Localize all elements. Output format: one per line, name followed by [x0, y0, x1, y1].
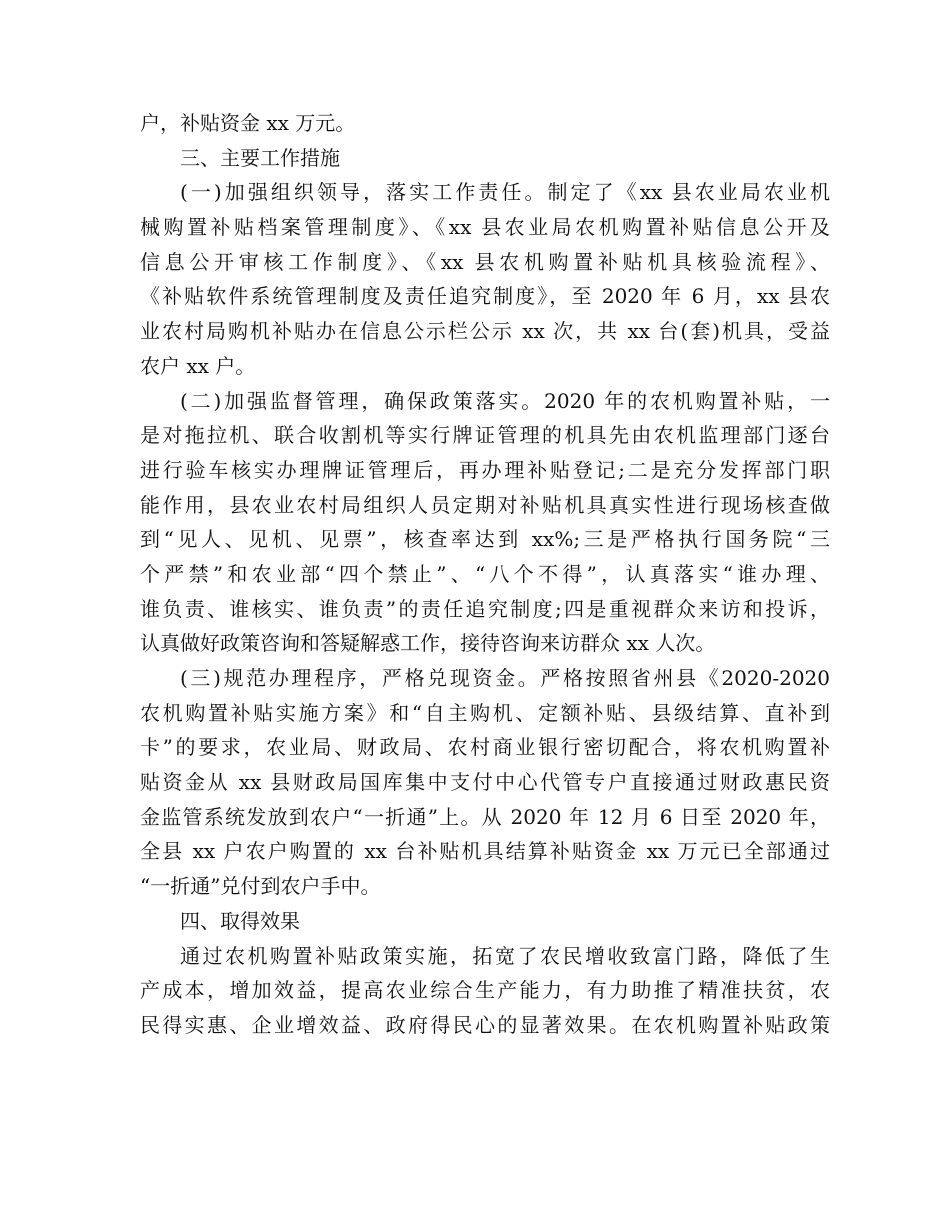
text-line: 产成本，增加效益，提高农业综合生产能力，有力助推了精准扶贫，农: [140, 978, 830, 1003]
text-line: (一)加强组织领导，落实工作责任。制定了《xx 县农业局农业机: [180, 180, 830, 205]
text-line: 三、主要工作措施: [180, 145, 340, 170]
text-line: 谁负责、谁核实、谁负责”的责任追究制度;四是重视群众来访和投诉，: [140, 596, 830, 621]
text-line: 四、取得效果: [180, 908, 300, 933]
text-line: 个严禁”和农业部“四个禁止”、“八个不得”，认真落实“谁办理、: [140, 561, 830, 586]
text-line: 农户 xx 户。: [140, 353, 256, 378]
text-line: 到“见人、见机、见票”，核查率达到 xx%;三是严格执行国务院“三: [140, 527, 830, 552]
text-line: 业农村局购机补贴办在信息公示栏公示 xx 次，共 xx 台(套)机具，受益: [140, 319, 830, 344]
document-page: [140, 106, 830, 1043]
text-line: 认真做好政策咨询和答疑解惑工作，接待咨询来访群众 xx 人次。: [140, 631, 716, 656]
text-line: 是对拖拉机、联合收割机等实行牌证管理的机具先由农机监理部门逐台: [140, 423, 830, 448]
text-line: 金监管系统发放到农户“一折通”上。从 2020 年 12 月 6 日至 2020 年，: [140, 804, 830, 829]
text-line: (二)加强监督管理，确保政策落实。2020 年的农机购置补贴，一: [180, 388, 830, 413]
text-line: (三)规范办理程序，严格兑现资金。严格按照省州县《2020-2020: [180, 666, 830, 690]
text-line: 《补贴软件系统管理制度及责任追究制度》，至 2020 年 6 月，xx 县农: [140, 284, 830, 309]
text-line: 农机购置补贴实施方案》和“自主购机、定额补贴、县级结算、直补到: [140, 700, 830, 725]
text-line: 卡”的要求，农业局、财政局、农村商业银行密切配合，将农机购置补: [140, 735, 830, 760]
text-line: 通过农机购置补贴政策实施，拓宽了农民增收致富门路，降低了生: [180, 943, 830, 968]
text-line: 进行验车核实办理牌证管理后，再办理补贴登记;二是充分发挥部门职: [140, 457, 830, 482]
text-line: 全县 xx 户农户购置的 xx 台补贴机具结算补贴资金 xx 万元已全部通过: [140, 839, 830, 864]
text-line: 民得实惠、企业增效益、政府得民心的显著效果。在农机购置补贴政策: [140, 1012, 830, 1037]
text-line: 贴资金从 xx 县财政局国库集中支付中心代管专户直接通过财政惠民资: [140, 770, 830, 795]
text-line: “一折通”兑付到农户手中。: [140, 874, 381, 899]
text-line: 械购置补贴档案管理制度》、《xx 县农业局农机购置补贴信息公开及: [140, 215, 830, 240]
text-line: 能作用，县农业农村局组织人员定期对补贴机具真实性进行现场核查做: [140, 492, 830, 517]
text-line: 信息公开审核工作制度》、《xx 县农机购置补贴机具核验流程》、: [140, 249, 830, 274]
text-line: 户，补贴资金 xx 万元。: [140, 111, 356, 135]
